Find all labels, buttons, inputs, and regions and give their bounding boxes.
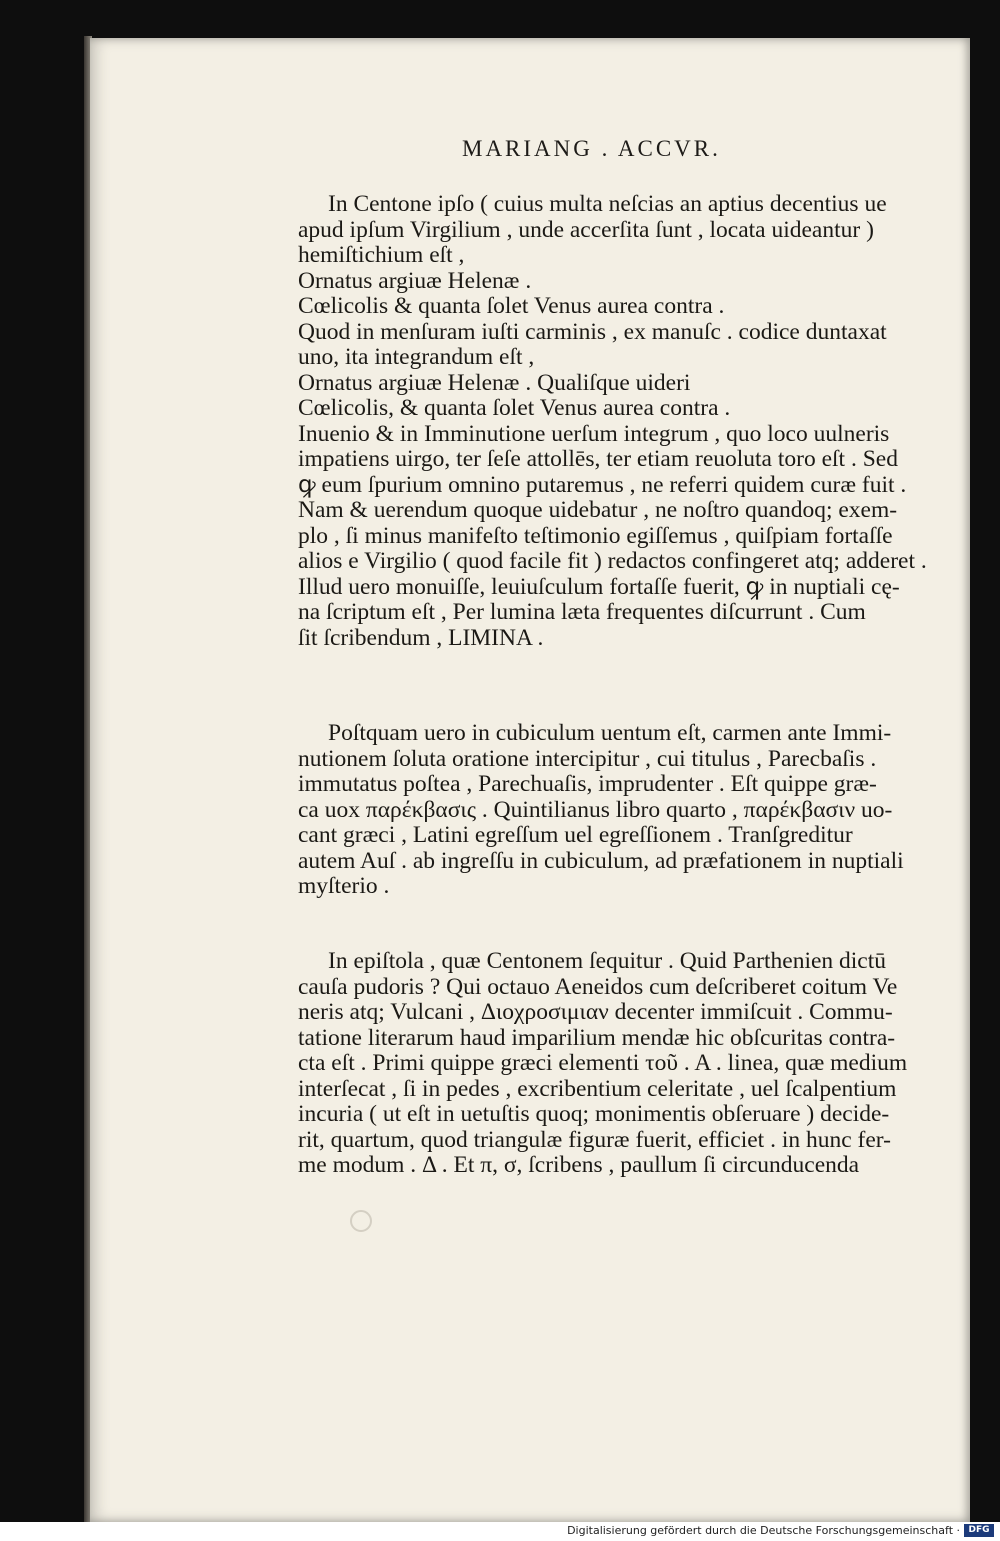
text-line: cta eſt . Primi quippe græci elementi τοῦ . Α . linea, quæ medium	[298, 1050, 908, 1076]
text-line: In epiſtola , quæ Centonem ſequitur . Quid Parthenien dictū	[328, 948, 887, 974]
text-line: autem Auſ . ab ingreſſu in cubiculum, ad præfationem in nuptiali	[298, 847, 904, 874]
text-line: cant græci , Latini egreſſum uel egreſſionem . Tranſgreditur	[298, 822, 853, 848]
text-line: Ornatus argiuæ Helenæ .	[298, 267, 532, 294]
text-line: cauſa pudoris ? Qui octauo Aeneidos cum deſcriberet coitum Ve	[298, 973, 898, 1000]
text-line: Ornatus argiuæ Helenæ . Qualiſque uideri	[298, 369, 691, 396]
text-line: Nam & uerendum quoque uidebatur , ne noſtro quandoq; exem-	[298, 497, 898, 523]
text-line: ꝙ eum ſpurium omnino putaremus , ne referri quidem curæ fuit .	[298, 471, 907, 498]
text-line: alios e Virgilio ( quod facile fit ) redactos confingeret atq; adderet .	[298, 548, 927, 574]
text-line: na ſcriptum eſt , Per lumina læta frequentes diſcurrunt . Cum	[298, 599, 866, 625]
text-line: apud ipſum Virgilium , unde accerſita ſunt , locata uideantur )	[298, 216, 874, 243]
text-line: incuria ( ut eſt in uetuſtis quoq; monimentis obſeruare ) decide-	[298, 1101, 890, 1127]
text-line: interſecat , ſi in pedes , excribentium celeritate , uel ſcalpentium	[298, 1075, 897, 1102]
text-line: Poſtquam uero in cubiculum uentum eſt, carmen ante Immi-	[328, 720, 892, 746]
text-line: plo , ſi minus manifeſto teſtimonio egiſſemus , quiſpiam fortaſſe	[298, 522, 893, 549]
dfg-logo[interactable]: DFG	[964, 1524, 994, 1537]
text-line: hemiſtichium eſt ,	[298, 242, 465, 268]
text-line: neris atq; Vulcani , Διοχροσιμιαν decenter immiſcuit . Commu-	[298, 999, 893, 1025]
text-line: Quod in menſuram iuſti carminis , ex manuſc . codice duntaxat	[298, 318, 887, 345]
text-line: tatione literarum haud imparilium mendæ hic obſcuritas contra-	[298, 1024, 896, 1051]
text-line: Illud uero monuiſſe, leuiuſculum fortaſſe fuerit, ꝙ in nuptiali cę-	[298, 573, 900, 600]
text-line: myſterio .	[298, 873, 390, 899]
text-line: me modum . Δ . Et π, σ, ſcribens , paullum ſi circunducenda	[298, 1152, 860, 1178]
funding-credit: Digitalisierung gefördert durch die Deutsche Forschungsgemeinschaft ·	[567, 1524, 960, 1537]
paragraph-2	[298, 721, 938, 900]
text-line: nutionem ſoluta oratione intercipitur , cui titulus , Parecbaſis .	[298, 745, 877, 772]
ink-smudge	[350, 1210, 372, 1232]
text-line: rit, quartum, quod triangulæ figuræ fuerit, efficiet . in hunc fer-	[298, 1126, 891, 1153]
text-line: ca uox παρέκβασις . Quintilianus libro quarto , παρέκβασιν uo-	[298, 796, 893, 823]
paragraph-3	[298, 949, 938, 1179]
text-line: In Centone ipſo ( cuius multa neſcias an aptius decentius ue	[328, 191, 887, 217]
text-line: Inuenio & in Imminutione uerſum integrum , quo loco uulneris	[298, 420, 890, 447]
text-line: uno, ita integrandum eſt ,	[298, 344, 535, 370]
text-line: ſit ſcribendum , LIMINA .	[298, 624, 544, 651]
running-title: MARIANG . ACCVR.	[462, 136, 721, 161]
text-line: Cœlicolis, & quanta ſolet Venus aurea contra .	[298, 395, 731, 421]
text-line: immutatus poſtea , Parechuaſis, imprudenter . Eſt quippe græ-	[298, 771, 877, 797]
paragraph-1	[298, 192, 938, 651]
text-line: Cœlicolis & quanta ſolet Venus aurea contra .	[298, 293, 725, 319]
text-line: impatiens uirgo, ter ſeſe attollēs, ter etiam reuoluta toro eſt . Sed	[298, 446, 898, 472]
